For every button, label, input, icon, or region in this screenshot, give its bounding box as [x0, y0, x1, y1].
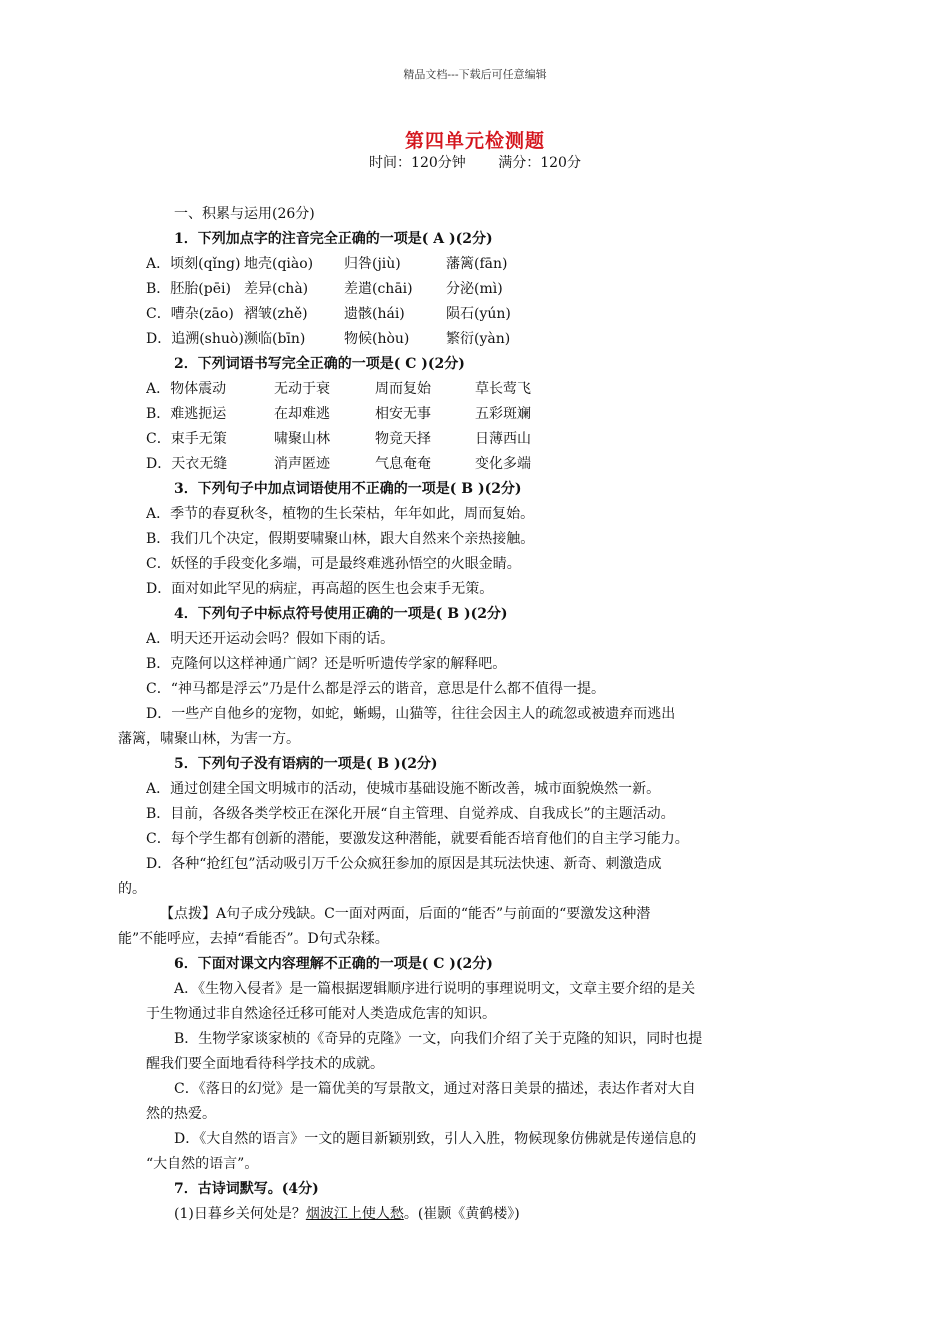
question-6-option-d-cont: “大自然的语言”。 — [146, 1156, 259, 1172]
option-word: 消声匿迹 — [274, 456, 330, 472]
question-4-option-b: B．克隆何以这样神通广阔？还是听听遗传学家的解释吧。 — [146, 656, 507, 672]
option-word: 差异(chà) — [244, 281, 309, 297]
option-word: C．束手无策 — [146, 431, 227, 447]
option-word: 物竞天择 — [375, 431, 431, 447]
question-2-option-b — [146, 402, 810, 427]
question-4-option-c: C．“神马都是浮云”乃是什么都是浮云的谐音，意思是什么都不值得一提。 — [146, 681, 606, 697]
question-6-option-b-cont: 醒我们要全面地看待科学技术的成就。 — [146, 1056, 384, 1072]
question-6-option-a-cont: 于生物通过非自然途径迁移可能对人类造成危害的知识。 — [146, 1006, 496, 1022]
option-word: 陨石(yún) — [446, 306, 511, 322]
question-1-option-c — [146, 302, 810, 327]
question-5-option-c: C．每个学生都有创新的潜能，要激发这种潜能，就要看能否培育他们的自主学习能力。 — [146, 831, 689, 847]
option-word: C．嘈杂(zāo) — [146, 306, 234, 322]
question-5-stem: 5．下列句子没有语病的一项是( B )(2分) — [174, 756, 438, 772]
option-word: 归咎(jiù) — [344, 256, 401, 272]
option-word: 变化多端 — [475, 456, 531, 472]
option-word: 濒临(bīn) — [244, 331, 306, 347]
option-word: 草长莺飞 — [475, 381, 531, 397]
option-word: 褶皱(zhě) — [244, 306, 308, 322]
question-1-option-b — [146, 277, 810, 302]
option-word: 藩篱(fān) — [446, 256, 508, 272]
option-word: A．物体震动 — [146, 381, 227, 397]
option-word: 地壳(qiào) — [244, 256, 314, 272]
question-5-tip: 【点拨】A句子成分残缺。C一面对两面，后面的“能否”与前面的“要激发这种潜 — [160, 906, 651, 922]
question-2-option-d — [146, 452, 810, 477]
question-5-option-d-cont: 的。 — [118, 881, 146, 897]
question-7-stem: 7．古诗词默写。(4分) — [174, 1181, 319, 1197]
exam-score: 满分：120分 — [498, 155, 581, 171]
question-5-option-b: B．目前，各级各类学校正在深化开展“自主管理、自觉养成、自我成长”的主题活动。 — [146, 806, 675, 822]
exam-info — [0, 152, 950, 172]
option-word: D．追溯(shuò) — [146, 331, 244, 347]
section-heading: 一、积累与运用(26分) — [174, 206, 315, 222]
question-6-option-a: A．《生物入侵者》是一篇根据逻辑顺序进行说明的事理说明文，文章主要介绍的是关 — [174, 981, 696, 997]
question-5-option-d: D．各种“抢红包”活动吸引万千公众疯狂参加的原因是其玩法快速、新奇、刺激造成 — [146, 856, 662, 872]
question-7-item-1 — [146, 1202, 810, 1227]
option-word: B．难逃扼运 — [146, 406, 227, 422]
question-2-option-c — [146, 427, 810, 452]
option-word: 气息奄奄 — [375, 456, 431, 472]
question-1-stem: 1．下列加点字的注音完全正确的一项是( A )(2分) — [174, 231, 493, 247]
question-4-option-d: D．一些产自他乡的宠物，如蛇，蜥蜴，山猫等，往往会因主人的疏忽或被遗弃而逃出 — [146, 706, 676, 722]
question-6-option-d: D．《大自然的语言》一文的题目新颖别致，引人入胜，物候现象仿佛就是传递信息的 — [174, 1131, 697, 1147]
question-2-stem: 2．下列词语书写完全正确的一项是( C )(2分) — [174, 356, 465, 372]
option-word: 啸聚山林 — [274, 431, 330, 447]
option-word: 无动于衰 — [274, 381, 330, 397]
option-word: 差遣(chāi) — [344, 281, 413, 297]
question-3-option-d: D．面对如此罕见的病症，再高超的医生也会束手无策。 — [146, 581, 494, 597]
page-title: 第四单元检测题 — [404, 130, 545, 152]
option-word: 相安无事 — [375, 406, 431, 422]
page-header: 精品文档---下载后可任意编辑 — [403, 68, 547, 81]
question-4-stem: 4．下列句子中标点符号使用正确的一项是( B )(2分) — [174, 606, 508, 622]
exam-content — [118, 202, 810, 1227]
question-1-option-d — [146, 327, 810, 352]
option-word: 繁衍(yàn) — [446, 331, 511, 347]
option-word: 周而复始 — [375, 381, 431, 397]
question-6-option-c: C．《落日的幻觉》是一篇优美的写景散文，通过对落日美景的描述，表达作者对大自 — [174, 1081, 696, 1097]
option-word: 分泌(mì) — [446, 281, 503, 297]
option-word: 物候(hòu) — [344, 331, 410, 347]
poem-line-answer: 烟波江上使人愁 — [305, 1206, 404, 1222]
option-word: 日薄西山 — [475, 431, 531, 447]
question-5-tip-cont: 能”不能呼应，去掉“看能否”。D句式杂糅。 — [118, 931, 389, 947]
question-1-option-a — [146, 252, 810, 277]
option-word: 在却难逃 — [274, 406, 330, 422]
option-word: A．顷刻(qǐng) — [146, 256, 241, 272]
question-2-option-a — [146, 377, 810, 402]
question-4-option-d-cont: 藩篱，啸聚山林，为害一方。 — [118, 731, 300, 747]
exam-time: 时间：120分钟 — [369, 155, 466, 171]
question-6-option-c-cont: 然的热爱。 — [146, 1106, 216, 1122]
option-word: 遗骸(hái) — [344, 306, 405, 322]
question-3-stem: 3．下列句子中加点词语使用不正确的一项是( B )(2分) — [174, 481, 522, 497]
question-3-option-a: A．季节的春夏秋冬，植物的生长荣枯，年年如此，周而复始。 — [146, 506, 535, 522]
question-6-option-b: B．生物学家谈家桢的《奇异的克隆》一文，向我们介绍了关于克隆的知识，同时也提 — [174, 1031, 703, 1047]
question-5-option-a: A．通过创建全国文明城市的活动，使城市基础设施不断改善，城市面貌焕然一新。 — [146, 781, 661, 797]
poem-line-source: 。(崔颢《黄鹤楼》) — [403, 1206, 520, 1222]
question-3-option-c: C．妖怪的手段变化多端，可是最终难逃孙悟空的火眼金睛。 — [146, 556, 521, 572]
poem-line-prompt: (1)日暮乡关何处是？ — [174, 1206, 306, 1222]
option-word: B．胚胎(pēi) — [146, 281, 231, 297]
option-word: 五彩斑斓 — [475, 406, 531, 422]
question-3-option-b: B．我们几个决定，假期要啸聚山林，跟大自然来个亲热接触。 — [146, 531, 535, 547]
question-6-stem: 6．下面对课文内容理解不正确的一项是( C )(2分) — [174, 956, 493, 972]
option-word: D．天衣无缝 — [146, 456, 228, 472]
question-4-option-a: A．明天还开运动会吗？假如下雨的话。 — [146, 631, 395, 647]
